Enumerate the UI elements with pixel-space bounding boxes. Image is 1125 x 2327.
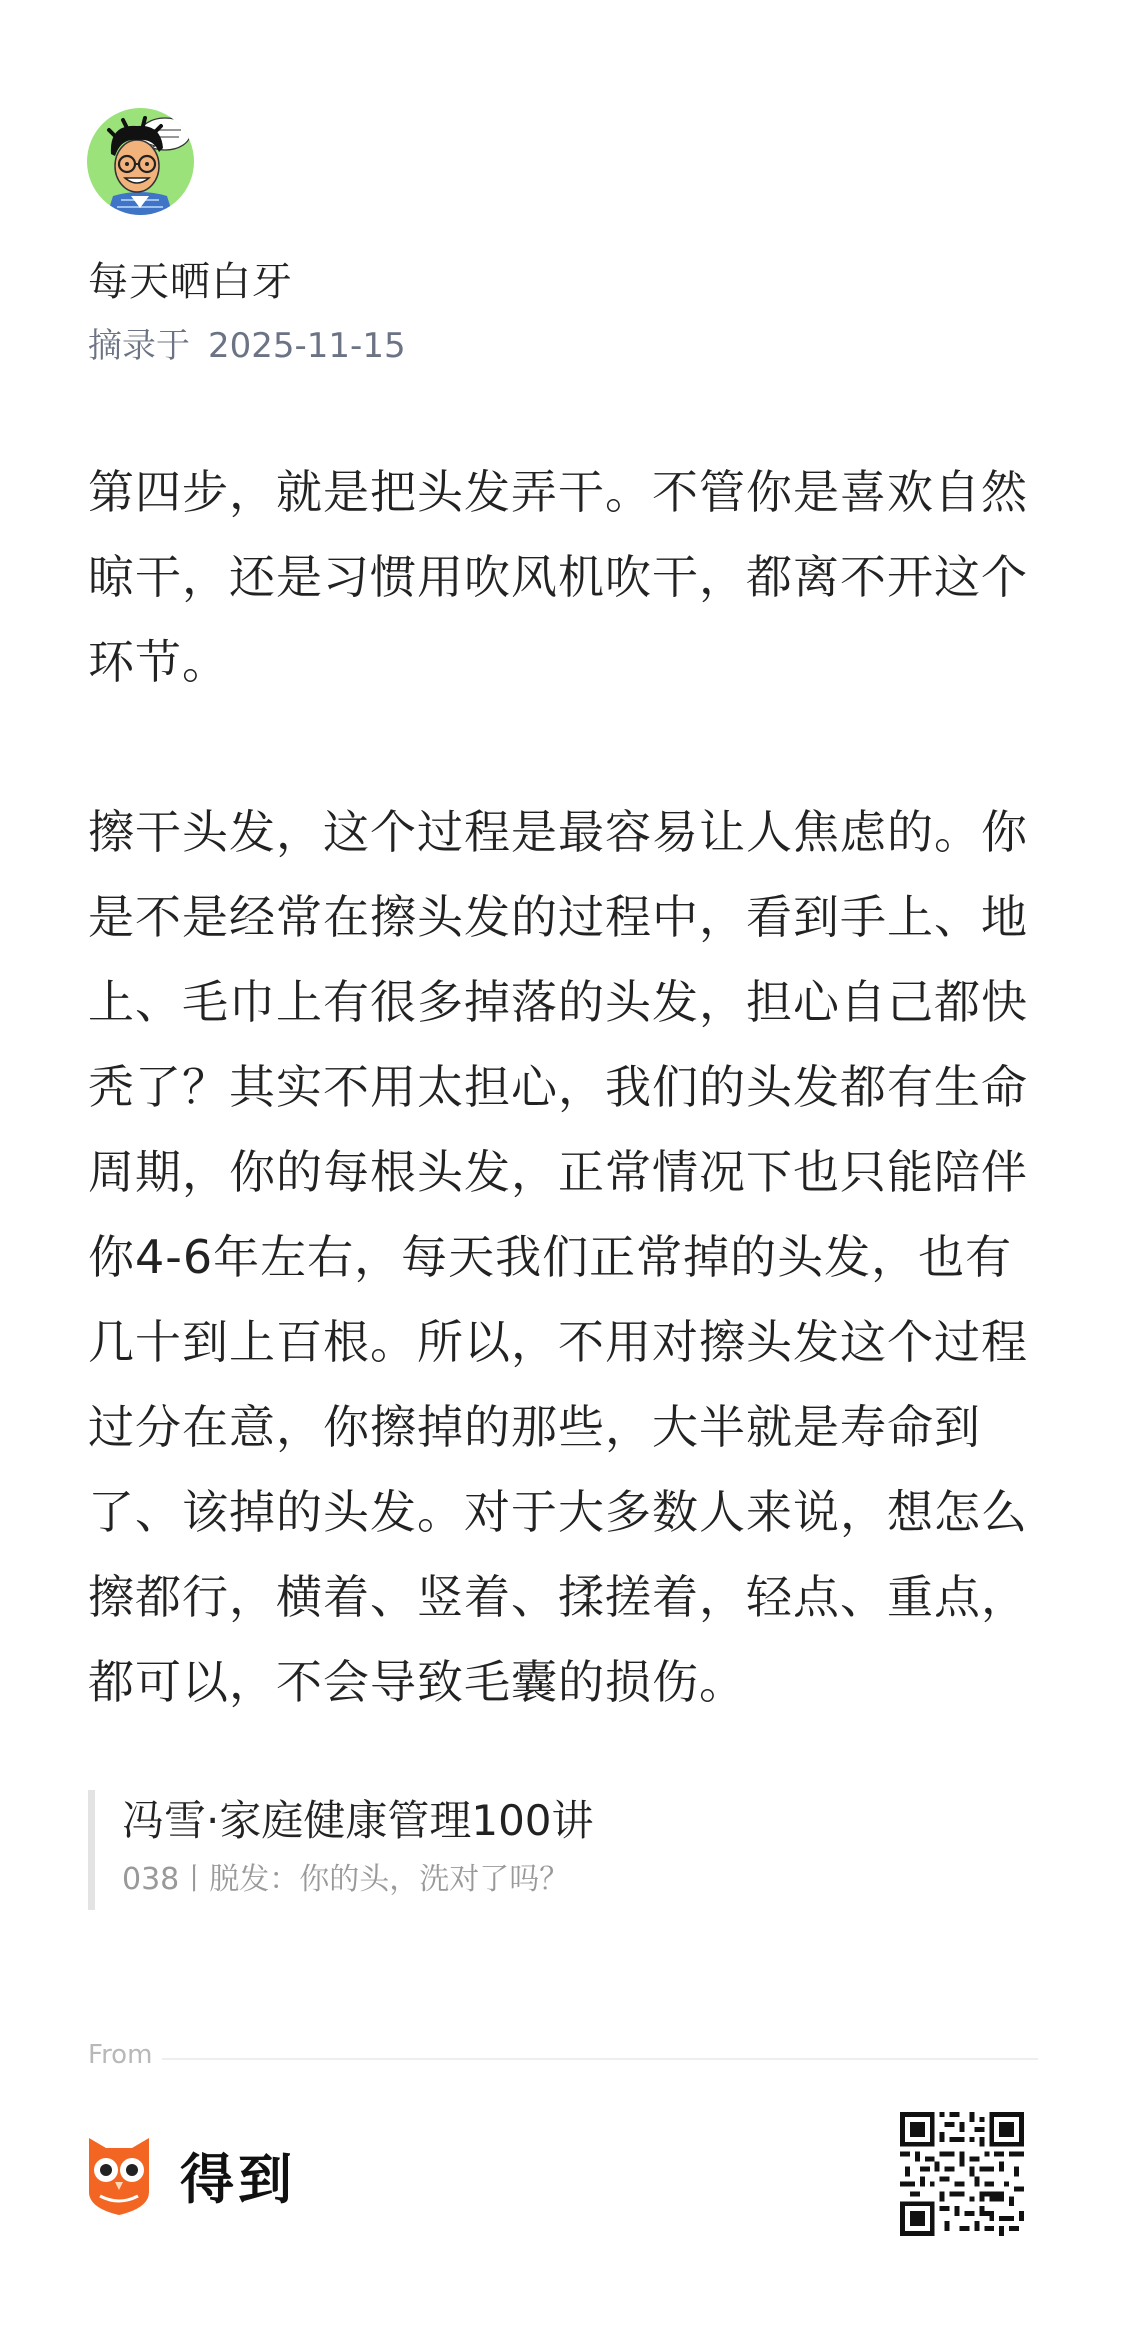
- excerpt-content: [88, 450, 1048, 1810]
- excerpt-date: 2025-11-15: [208, 326, 406, 366]
- brand: [86, 2133, 296, 2217]
- owl-logo-icon: [86, 2134, 152, 2216]
- author-avatar[interactable]: [87, 108, 194, 215]
- brand-name: 得到: [180, 2147, 296, 2211]
- divider-line: [162, 2058, 1038, 2060]
- from-label: From: [88, 2040, 153, 2070]
- excerpt-meta: [88, 318, 406, 367]
- excerpt-label: 摘录于: [88, 326, 190, 366]
- source-course-title: 冯雪·家庭健康管理100讲: [122, 1796, 594, 1845]
- from-divider: [88, 2040, 1038, 2080]
- qr-code-icon[interactable]: [900, 2112, 1024, 2236]
- source-lesson-title: 038丨脱发：你的头，洗对了吗？: [122, 1862, 570, 1897]
- source-reference[interactable]: [88, 1790, 1022, 1910]
- paragraph: 擦干头发，这个过程是最容易让人焦虑的。你是不是经常在擦头发的过程中，看到手上、地上、毛巾上有很多掉落的头发，担心自己都快秃了？其实不用太担心，我们的头发都有生命周期，你的每根头发，正常情况下也只能陪伴你4-6年左右，每天我们正常掉的头发，也有几十到上百根。所以，不用对擦头发这个过程过分在意，你擦掉的那些，大半就是寿命到了、该掉的头发。对于大多数人来说，想怎么擦都行，横着、竖着、揉搓着，轻点、重点，都可以，不会导致毛囊的损伤。: [88, 805, 1028, 1709]
- paragraph: 第四步，就是把头发弄干。不管你是喜欢自然晾干，还是习惯用吹风机吹干，都离不开这个环节。: [88, 465, 1028, 689]
- author-name[interactable]: 每天晒白牙: [88, 259, 293, 305]
- cartoon-face-icon: [87, 108, 194, 215]
